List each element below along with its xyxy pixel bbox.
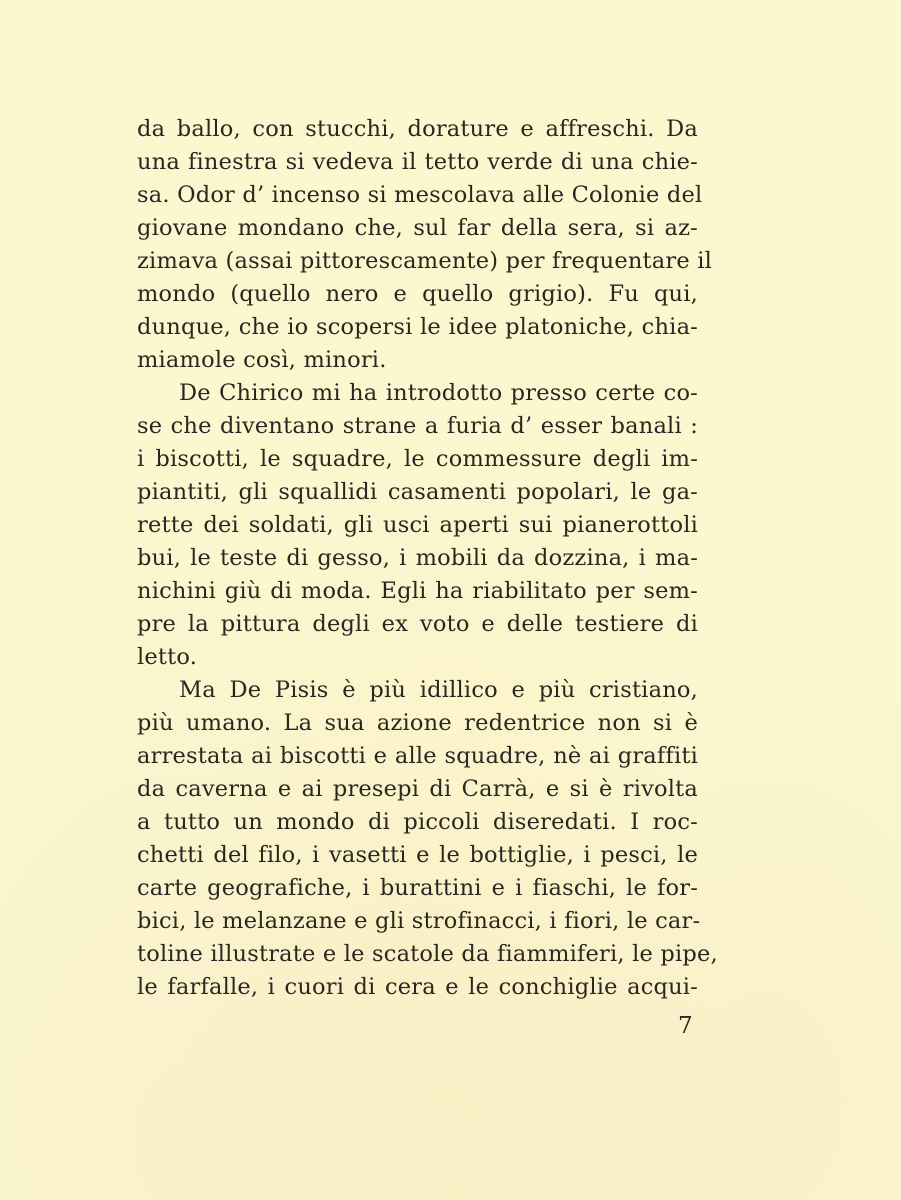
text-line: pre la pittura degli ex voto e delle testiere di bbox=[137, 611, 698, 637]
text-line: rette dei soldati, gli usci aperti sui pianerottoli bbox=[137, 512, 698, 538]
text-line: se che diventano strane a furia d’ esser banali : bbox=[137, 413, 698, 439]
text-line: chetti del filo, i vasetti e le bottiglie, i pesci, le bbox=[137, 842, 698, 868]
text-line: piantiti, gli squallidi casamenti popolari, le ga- bbox=[137, 479, 698, 505]
text-line: i biscotti, le squadre, le commessure degli im- bbox=[137, 446, 698, 472]
text-line: nichini giù di moda. Egli ha riabilitato per sem- bbox=[137, 578, 698, 604]
text-line: le farfalle, i cuori di cera e le conchiglie acqui- bbox=[137, 974, 698, 1000]
text-line: mondo (quello nero e quello grigio). Fu qui, bbox=[137, 281, 698, 307]
page-number: 7 bbox=[678, 1013, 693, 1039]
text-line: carte geografiche, i burattini e i fiaschi, le for- bbox=[137, 875, 698, 901]
text-line: più umano. La sua azione redentrice non si è bbox=[137, 710, 698, 736]
text-line: arrestata ai biscotti e alle squadre, nè ai graffiti bbox=[137, 743, 698, 769]
text-line-paragraph-start: De Chirico mi ha introdotto presso certe co- bbox=[179, 380, 698, 406]
text-line: bui, le teste di gesso, i mobili da dozzina, i ma- bbox=[137, 545, 698, 571]
text-line: dunque, che io scopersi le idee platoniche, chia- bbox=[137, 314, 698, 340]
text-line: da caverna e ai presepi di Carrà, e si è rivolta bbox=[137, 776, 698, 802]
text-line-paragraph-end: letto. bbox=[137, 644, 198, 670]
text-line: toline illustrate e le scatole da fiammiferi, le pipe, bbox=[137, 941, 718, 967]
text-line: sa. Odor d’ incenso si mescolava alle Colonie del bbox=[137, 182, 703, 208]
text-line: da ballo, con stucchi, dorature e affreschi. Da bbox=[137, 116, 698, 142]
text-line-paragraph-end: miamole così, minori. bbox=[137, 347, 387, 373]
body-text bbox=[137, 113, 718, 1004]
text-line: bici, le melanzane e gli strofinacci, i fiori, le car- bbox=[137, 908, 701, 934]
text-line-paragraph-start: Ma De Pisis è più idillico e più cristiano, bbox=[179, 677, 698, 703]
text-line: zimava (assai pittorescamente) per frequentare il bbox=[137, 248, 713, 274]
text-line: giovane mondano che, sul far della sera, si az- bbox=[137, 215, 698, 241]
text-line: a tutto un mondo di piccoli diseredati. I roc- bbox=[137, 809, 698, 835]
text-line: una finestra si vedeva il tetto verde di una chie- bbox=[137, 149, 698, 175]
